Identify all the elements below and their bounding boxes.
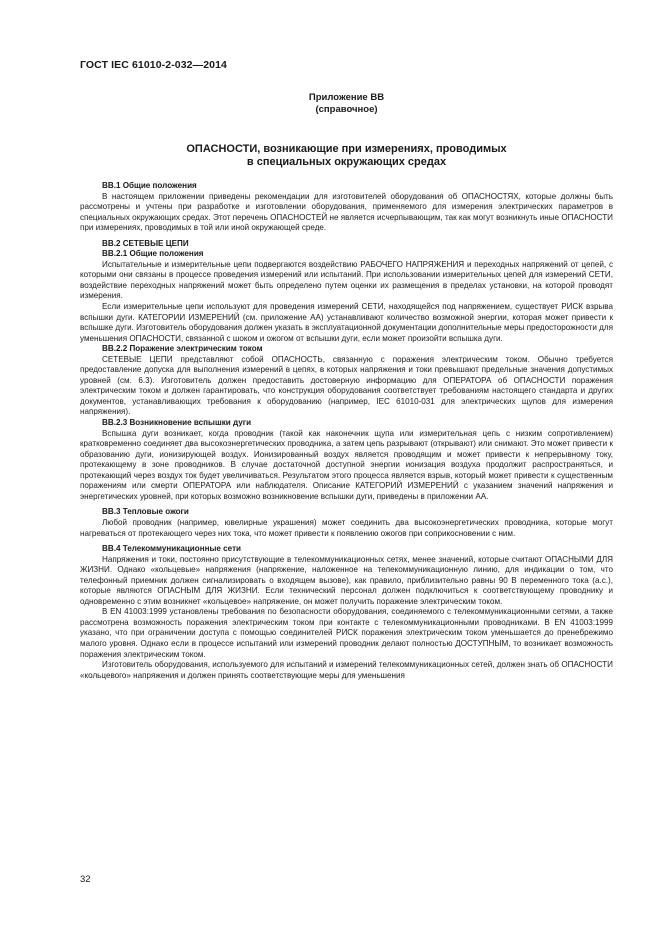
paragraph: Если измерительные цепи используют для проведения измерений СЕТИ, находящейся под напряжением, существует РИСК взрыва вспышки дуги. КАТЕГОРИИ ИЗМЕРЕНИЙ (см. приложение АА) устанавливают количество возможной энергии, которая может привести к вспышке дуги. Изготовитель оборудования должен указать в эксплуатационной документации дополнительные меры предосторожности для уменьшения ОПАСНОСТИ, связанной с шоком и ожогом от вспышки дуги, если может произойти вспышка дуги.	[80, 302, 613, 343]
heading-bb4: ВВ.4 Телекоммуникационные сети	[102, 544, 242, 554]
heading-bb2-3: ВВ.2.3 Возникновение вспышки дуги	[102, 418, 252, 428]
section-title-line-1: ОПАСНОСТИ, возникающие при измерениях, проводимых	[186, 143, 507, 155]
heading-bb2-2: ВВ.2.2 Поражение электрическим током	[102, 344, 263, 354]
standard-header: ГОСТ IEC 61010-2-032—2014	[80, 59, 227, 71]
page-number: 32	[80, 874, 91, 885]
section-title-line-2: в специальных окружающих средах	[246, 156, 447, 168]
paragraph: В EN 41003:1999 установлены требования по безопасности оборудования, соединяемого с телекоммуникационными сетями, а также рассмотрена возможность поражения электрическим током при контакте с телекоммуникационными проводниками. В EN 41003:1999 указано, что при ограничении доступа с помощью соединителей РИСК поражения электрическим током уменьшается до пренебрежимо малого уровня. Однако если в процессе испытаний или измерений проводник делают полностью ДОСТУПНЫМ, то возникает возможность поражения электрическим током.	[80, 607, 613, 659]
appendix-label	[80, 92, 613, 116]
paragraph: В настоящем приложении приведены рекомендации для изготовителей оборудования об ОПАСНОСТЯХ, которые должны быть рассмотрены и учтены при разработке и изготовлении оборудования, применяемого для измерения электрических параметров в специальных окружающих средах. Этот перечень ОПАСНОСТЕЙ не является исчерпывающим, так как могут возникнуть иные ОПАСНОСТИ при измерениях, проводимых в той или иной окружающей среде.	[80, 191, 613, 233]
document-body	[80, 181, 613, 681]
heading-bb1: ВВ.1 Общие положения	[102, 181, 197, 190]
appendix-title: Приложение ВВ	[308, 92, 385, 103]
heading-bb2: ВВ.2 СЕТЕВЫЕ ЦЕПИ	[102, 238, 189, 248]
paragraph: Изготовитель оборудования, используемого для испытаний и измерений телекоммуникационных сетей, должен знать об ОПАСНОСТИ «кольцевого» напряжения и должен принять соответствующие меры для уменьшения	[80, 660, 613, 680]
paragraph: СЕТЕВЫЕ ЦЕПИ представляют собой ОПАСНОСТЬ, связанную с поражения электрическим током. Обычно требуется предоставление допуска для выполнения измерений в цепях, в которых напряжения и токи превышают предельные значения допустимых уровней (см. 6.3). Изготовитель должен предоставить достоверную информацию для ОПЕРАТОРА об ОПАСНОСТИ поражения электрическим током и должен гарантировать, что конструкция оборудования соответствует требованиям настоящего стандарта и других документов, устанавливающих требования к оборудованию (например, IEC 61010-031 для электрических щупов для измерения напряжения).	[80, 354, 613, 417]
heading-bb2-1: ВВ.2.1 Общие положения	[102, 249, 204, 259]
appendix-subtitle: (справочное)	[315, 104, 378, 115]
heading-bb3: ВВ.3 Тепловые ожоги	[102, 507, 189, 517]
paragraph: Вспышка дуги возникает, когда проводник (такой как наконечник щупа или измерительная цепь с низким сопротивлением) кратковременно соединяет два высокоэнергетических проводника, а затем цепь разрывают (открывают) или снимают. Это может привести к образованию дуги, ионизирующей воздух. Ионизированный воздух является проводящим и может привести к непрерывному току, протекающему в зоне проводников. В случае достаточной доступной энергии ионизация воздуха продолжит распространяться, и протекающий через воздух ток будет увеличиваться. Результатом этого процесса является взрыв, который может привести к существенным поражениям или смерти ОПЕРАТОРА или наблюдателя. Описание КАТЕГОРИЙ ИЗМЕРЕНИЙ с указанием значений напряжения и энергетических уровней, при которых возможно возникновение вспышки дуги, приведены в приложении АА.	[80, 428, 613, 501]
section-title	[80, 143, 613, 169]
paragraph: Любой проводник (например, ювелирные украшения) может соединить два высокоэнергетических проводника, которые могут нагреваться от протекающего через них тока, что может привести к появлению ожогов при соприкосновении с ним.	[80, 517, 613, 538]
paragraph: Испытательные и измерительные цепи подвергаются воздействию РАБОЧЕГО НАПРЯЖЕНИЯ и переходных напряжений от цепей, с которыми они связаны в процессе проведения измерений или испытаний. При использовании измерительных цепей для измерений СЕТИ, воздействие переходных напряжений может быть определено путем оценки их размещения в пределах установки, на которой проводят измерения.	[80, 259, 613, 301]
paragraph: Напряжения и токи, постоянно присутствующие в телекоммуникационных сетях, менее значений, которые считают ОПАСНЫМИ ДЛЯ ЖИЗНИ. Однако «кольцевые» напряжения (напряжение, наложенное на телекоммуникационную линию, для индикации о том, что телефонный приемник должен сигнализировать о входящем вызове), как правило, приблизительно равны 90 В переменного тока (а.с.), которые являются ОПАСНЫМ ДЛЯ ЖИЗНИ. Если технический персонал должен подключиться к соответствующему проводнику и одновременно с этим возникнет «кольцевое» напряжение, он может получить поражение электрическим током.	[80, 554, 613, 606]
